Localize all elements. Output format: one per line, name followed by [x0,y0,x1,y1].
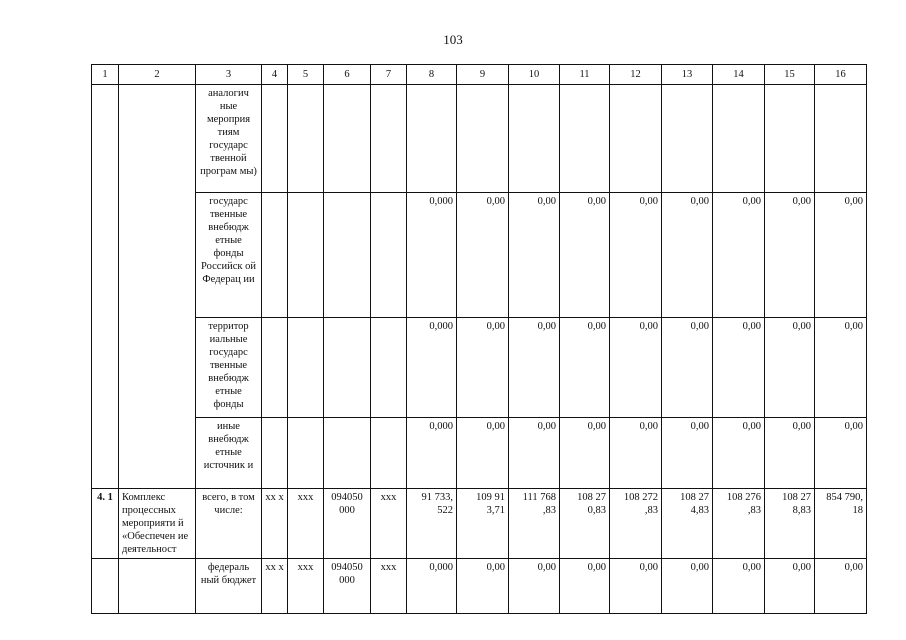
value-cell: 0,00 [610,559,662,614]
value-cell: 0,00 [713,193,765,318]
funding-source-cell: всего, в том числе: [196,489,262,559]
value-cell: 108 27 8,83 [765,489,815,559]
value-cell: 0,00 [713,418,765,489]
row-name-cell [119,193,196,318]
value-cell [457,85,509,193]
column-number-16: 16 [815,65,867,85]
value-cell: 0,00 [765,559,815,614]
value-cell: 0,00 [560,193,610,318]
value-cell: 108 27 4,83 [662,489,713,559]
value-cell: 0,00 [815,559,867,614]
value-cell [815,85,867,193]
code-cell [288,318,324,418]
code-cell [324,318,371,418]
value-cell: 0,00 [765,418,815,489]
value-cell: 0,00 [765,193,815,318]
code-cell: ххх [371,559,407,614]
code-cell [262,318,288,418]
row-name-cell [119,418,196,489]
code-cell: 094050 000 [324,489,371,559]
table-row [92,318,867,418]
row-number-cell [92,559,119,614]
code-cell: ххх [371,489,407,559]
value-cell: 0,00 [713,318,765,418]
value-cell: 0,00 [662,559,713,614]
value-cell: 0,00 [457,193,509,318]
value-cell: 0,00 [610,418,662,489]
value-cell: 0,00 [662,193,713,318]
value-cell: 0,00 [662,418,713,489]
code-cell [262,85,288,193]
column-number-13: 13 [662,65,713,85]
value-cell [509,85,560,193]
row-number-cell [92,193,119,318]
code-cell [262,418,288,489]
column-number-6: 6 [324,65,371,85]
table-row [92,418,867,489]
value-cell: 0,00 [457,318,509,418]
table-row [92,489,867,559]
row-name-cell [119,85,196,193]
value-cell: 0,00 [509,559,560,614]
code-cell [324,85,371,193]
funding-source-cell: федераль ный бюджет [196,559,262,614]
value-cell: 108 272 ,83 [610,489,662,559]
value-cell: 0,00 [509,418,560,489]
column-number-15: 15 [765,65,815,85]
funding-source-cell: государс твенные внебюдж етные фонды Российск ой Федерац ии [196,193,262,318]
row-number-cell [92,418,119,489]
value-cell [662,85,713,193]
code-cell: ххх [288,489,324,559]
column-number-8: 8 [407,65,457,85]
row-name-cell: Комплекс процессных мероприяти й «Обеспечен ие деятельност [119,489,196,559]
value-cell [407,85,457,193]
budget-table [91,64,867,614]
value-cell: 0,000 [407,193,457,318]
value-cell: 0,00 [765,318,815,418]
code-cell [371,85,407,193]
value-cell: 0,00 [560,418,610,489]
value-cell: 108 276 ,83 [713,489,765,559]
value-cell: 0,00 [610,318,662,418]
value-cell: 108 27 0,83 [560,489,610,559]
value-cell: 0,00 [457,418,509,489]
table-row [92,85,867,193]
value-cell: 0,00 [457,559,509,614]
value-cell: 0,000 [407,559,457,614]
column-number-12: 12 [610,65,662,85]
funding-source-cell: иные внебюдж етные источник и [196,418,262,489]
column-number-1: 1 [92,65,119,85]
value-cell: 0,00 [509,318,560,418]
column-number-4: 4 [262,65,288,85]
value-cell: 111 768 ,83 [509,489,560,559]
value-cell: 109 91 3,71 [457,489,509,559]
row-name-cell [119,559,196,614]
value-cell: 0,00 [815,193,867,318]
code-cell [288,85,324,193]
column-number-10: 10 [509,65,560,85]
column-number-3: 3 [196,65,262,85]
value-cell: 0,00 [610,193,662,318]
row-number-cell [92,318,119,418]
code-cell: 094050 000 [324,559,371,614]
row-name-cell [119,318,196,418]
code-cell [371,318,407,418]
value-cell: 91 733, 522 [407,489,457,559]
column-number-11: 11 [560,65,610,85]
value-cell: 0,000 [407,418,457,489]
code-cell [288,418,324,489]
funding-source-cell: аналогич ные мероприя тиям государс твенной програм мы) [196,85,262,193]
column-number-5: 5 [288,65,324,85]
column-number-7: 7 [371,65,407,85]
value-cell: 0,00 [713,559,765,614]
table-row [92,193,867,318]
code-cell [262,193,288,318]
column-number-14: 14 [713,65,765,85]
code-cell [288,193,324,318]
code-cell [371,193,407,318]
row-number-cell [92,85,119,193]
column-number-2: 2 [119,65,196,85]
value-cell: 0,00 [509,193,560,318]
code-cell [324,193,371,318]
table-row [92,559,867,614]
value-cell: 0,00 [662,318,713,418]
value-cell [610,85,662,193]
value-cell: 0,00 [815,318,867,418]
row-number-cell: 4. 1 [92,489,119,559]
value-cell [765,85,815,193]
value-cell: 0,000 [407,318,457,418]
value-cell [713,85,765,193]
value-cell: 854 790, 18 [815,489,867,559]
code-cell: хх х [262,559,288,614]
column-number-9: 9 [457,65,509,85]
page-number: 103 [443,32,463,47]
code-cell [371,418,407,489]
column-number-row [92,65,867,85]
code-cell: ххх [288,559,324,614]
value-cell [560,85,610,193]
value-cell: 0,00 [560,559,610,614]
code-cell [324,418,371,489]
funding-source-cell: территор иальные государс твенные внебюдж етные фонды [196,318,262,418]
value-cell: 0,00 [815,418,867,489]
code-cell: хх х [262,489,288,559]
value-cell: 0,00 [560,318,610,418]
